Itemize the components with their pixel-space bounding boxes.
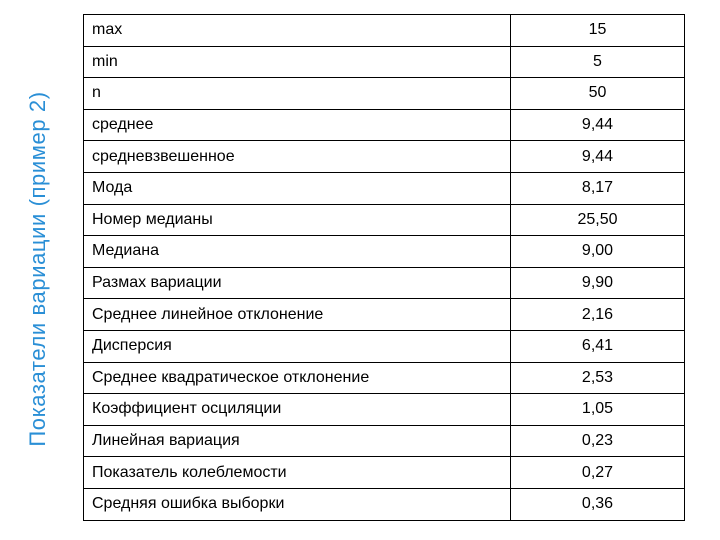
table-row bbox=[84, 141, 685, 173]
table-row bbox=[84, 204, 685, 236]
table-row bbox=[84, 267, 685, 299]
row-label: Номер медианы bbox=[84, 204, 511, 236]
row-label: Размах вариации bbox=[84, 267, 511, 299]
table-row bbox=[84, 488, 685, 520]
row-label: Коэффициент осциляции bbox=[84, 394, 511, 426]
statistics-table-body bbox=[84, 15, 685, 521]
row-label: Среднее квадратическое отклонение bbox=[84, 362, 511, 394]
row-label: Мода bbox=[84, 172, 511, 204]
row-value: 0,36 bbox=[511, 488, 685, 520]
row-value: 9,00 bbox=[511, 236, 685, 268]
row-value: 6,41 bbox=[511, 330, 685, 362]
table-row bbox=[84, 425, 685, 457]
row-value: 25,50 bbox=[511, 204, 685, 236]
table-row bbox=[84, 78, 685, 110]
row-value: 1,05 bbox=[511, 394, 685, 426]
table-row bbox=[84, 236, 685, 268]
row-label: Показатель колеблемости bbox=[84, 457, 511, 489]
row-value: 2,53 bbox=[511, 362, 685, 394]
row-value: 15 bbox=[511, 15, 685, 47]
table-row bbox=[84, 46, 685, 78]
row-value: 9,90 bbox=[511, 267, 685, 299]
table-row bbox=[84, 109, 685, 141]
row-label: Медиана bbox=[84, 236, 511, 268]
side-title-container bbox=[20, 64, 56, 474]
table-row bbox=[84, 15, 685, 47]
row-value: 0,27 bbox=[511, 457, 685, 489]
row-value: 2,16 bbox=[511, 299, 685, 331]
table-row bbox=[84, 299, 685, 331]
row-label: Средняя ошибка выборки bbox=[84, 488, 511, 520]
table-row bbox=[84, 172, 685, 204]
row-value: 50 bbox=[511, 78, 685, 110]
table-row bbox=[84, 394, 685, 426]
page-title: Показатели вариации (пример 2) bbox=[25, 91, 50, 447]
table-row bbox=[84, 457, 685, 489]
table-row bbox=[84, 362, 685, 394]
row-label: среднее bbox=[84, 109, 511, 141]
table-row bbox=[84, 330, 685, 362]
row-label: min bbox=[84, 46, 511, 78]
row-value: 5 bbox=[511, 46, 685, 78]
statistics-table bbox=[83, 14, 685, 521]
row-label: Дисперсия bbox=[84, 330, 511, 362]
row-label: n bbox=[84, 78, 511, 110]
row-label: средневзвешенное bbox=[84, 141, 511, 173]
row-value: 9,44 bbox=[511, 109, 685, 141]
row-label: max bbox=[84, 15, 511, 47]
row-value: 9,44 bbox=[511, 141, 685, 173]
row-value: 0,23 bbox=[511, 425, 685, 457]
row-label: Среднее линейное отклонение bbox=[84, 299, 511, 331]
row-value: 8,17 bbox=[511, 172, 685, 204]
row-label: Линейная вариация bbox=[84, 425, 511, 457]
